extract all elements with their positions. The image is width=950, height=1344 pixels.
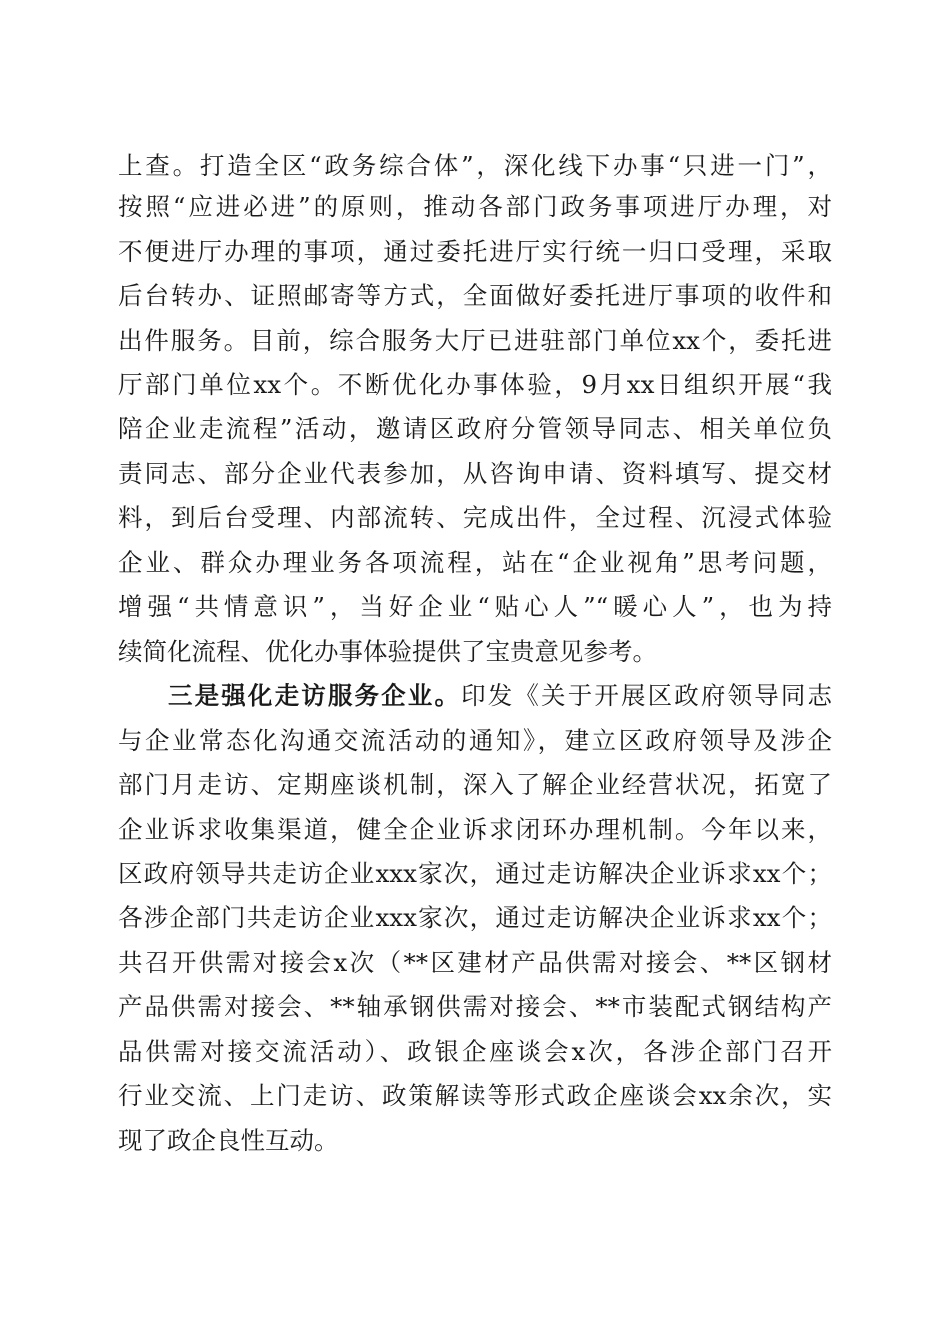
paragraph-line: 续简化流程、优化办事体验提供了宝贵意见参考。: [118, 637, 657, 666]
paragraph-line: 陪企业走流程”活动，邀请区政府分管领导同志、相关单位负: [118, 414, 832, 443]
paragraph-line: 企业诉求收集渠道，健全企业诉求闭环办理机制。今年以来，: [118, 815, 832, 844]
paragraph-line: 各涉企部门共走访企业xxx家次，通过走访解决企业诉求xx个；: [118, 903, 832, 932]
paragraph-line: 部门月走访、定期座谈机制，深入了解企业经营状况，拓宽了: [118, 770, 832, 799]
paragraph-line: 共召开供需对接会x次（**区建材产品供需对接会、**区钢材: [118, 948, 832, 977]
paragraph-line: 与企业常态化沟通交流活动的通知》，建立区政府领导及涉企: [118, 726, 832, 755]
paragraph-line: 按照“应进必进”的原则，推动各部门政务事项进厅办理，对: [118, 192, 832, 221]
paragraph-line: 责同志、部分企业代表参加，从咨询申请、资料填写、提交材: [118, 459, 832, 488]
paragraph-line: 品供需对接交流活动）、政银企座谈会x次，各涉企部门召开: [118, 1037, 832, 1066]
paragraph-line: 上查。打造全区“政务综合体”，深化线下办事“只进一门”，: [118, 151, 832, 180]
paragraph-line: 产品供需对接会、**轴承钢供需对接会、**市装配式钢结构产: [118, 992, 832, 1021]
paragraph-line: 增强“共情意识”，当好企业“贴心人”“暖心人”，也为持: [118, 592, 832, 621]
paragraph-line: 区政府领导共走访企业xxx家次，通过走访解决企业诉求xx个；: [118, 859, 832, 888]
paragraph-heading: 三是强化走访服务企业。: [168, 681, 462, 710]
paragraph-line: 后台转办、证照邮寄等方式，全面做好委托进厅事项的收件和: [118, 281, 832, 310]
paragraph-first-line: [168, 676, 832, 716]
paragraph-line: 料，到后台受理、内部流转、完成出件，全过程、沉浸式体验: [118, 503, 832, 532]
paragraph-line: 出件服务。目前，综合服务大厅已进驻部门单位xx个，委托进: [118, 326, 832, 355]
paragraph-line: 企业、群众办理业务各项流程，站在“企业视角”思考问题，: [118, 548, 832, 577]
paragraph-line: 现了政企良性互动。: [118, 1126, 339, 1155]
paragraph-line: 厅部门单位xx个。不断优化办事体验，9月xx日组织开展“我: [118, 370, 832, 399]
paragraph-text: 印发《关于开展区政府领导同志: [461, 681, 833, 710]
paragraph-line: 行业交流、上门走访、政策解读等形式政企座谈会xx余次，实: [118, 1081, 832, 1110]
paragraph-line: 不便进厅办理的事项，通过委托进厅实行统一归口受理，采取: [118, 237, 832, 266]
